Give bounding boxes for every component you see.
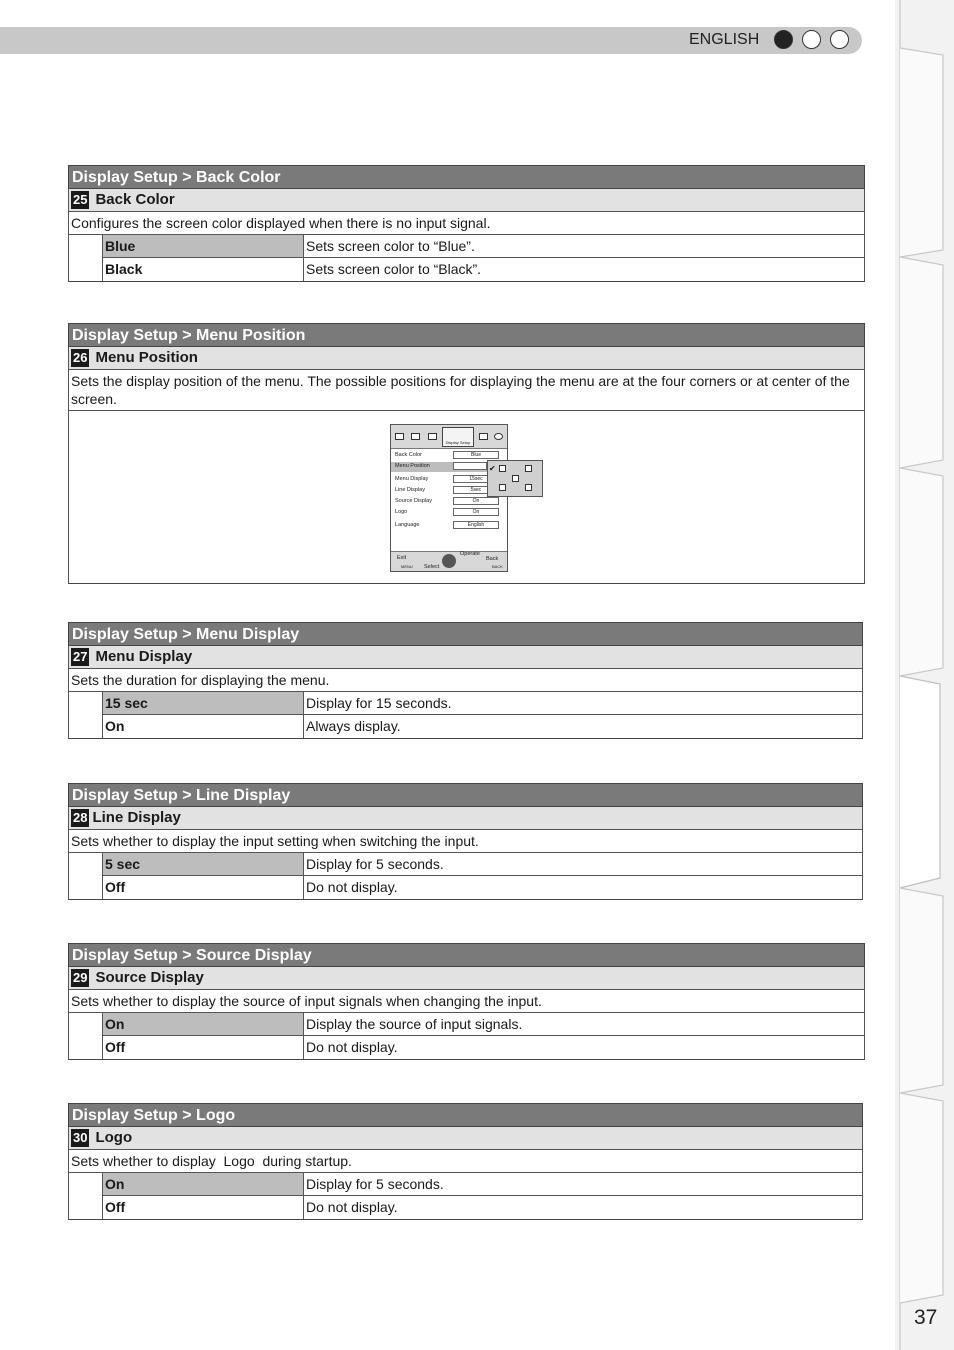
option-description: Display for 5 seconds. (306, 856, 444, 872)
section-description: Sets whether to display the source of input signals when changing the input. (68, 990, 865, 1013)
item-name: Line Display (92, 809, 181, 826)
option-row (102, 1036, 864, 1059)
osd-row-label: Menu Display (395, 476, 429, 482)
option-name: Black (102, 258, 304, 281)
section-logo (68, 1103, 863, 1220)
section-description: Sets whether to display the input setting when switching the input. (68, 830, 863, 853)
option-row (102, 258, 864, 281)
picture-tab-icon (411, 433, 420, 440)
top-left-position-icon (499, 465, 506, 472)
option-row (102, 692, 862, 715)
chapter-tabs (895, 0, 954, 1350)
option-row (102, 1173, 862, 1196)
info-tab-icon (494, 433, 503, 440)
item-number: 28 (73, 810, 88, 825)
section-subtitle (68, 967, 865, 990)
check-mark-icon: ✔ (489, 464, 496, 473)
section-subtitle (68, 347, 865, 370)
option-description: Display the source of input signals. (306, 1016, 523, 1032)
option-row (102, 1013, 864, 1036)
menu-figure (68, 411, 865, 583)
item-number: 27 (73, 649, 88, 664)
option-description: Do not display. (306, 1039, 398, 1055)
option-description: Sets screen color to “Blue”. (306, 238, 475, 254)
page-indicator-dot-1 (774, 30, 793, 49)
section-source-display (68, 943, 865, 1060)
item-number: 29 (73, 970, 88, 985)
page-indicator-dot-2 (802, 30, 821, 49)
option-name: On (102, 715, 304, 738)
center-position-icon (512, 475, 519, 482)
osd-row-label: Source Display (395, 498, 432, 504)
options-table (68, 853, 863, 899)
osd-nav-pad-icon (442, 554, 456, 568)
osd-row-logo (391, 508, 507, 518)
setup-tab-icon (428, 433, 437, 440)
option-name: Off (102, 876, 304, 899)
section-description: Configures the screen color displayed when there is no input signal. (68, 212, 865, 235)
section-title: Display Setup > Menu Position (68, 323, 865, 347)
osd-row-label: Logo (395, 509, 408, 515)
options-table (68, 692, 863, 738)
osd-row-value: On (453, 508, 499, 516)
section-title: Display Setup > Line Display (68, 783, 863, 807)
bottom-right-position-icon (525, 484, 532, 491)
option-name: On (102, 1013, 304, 1035)
option-name: 15 sec (102, 692, 304, 714)
option-description: Sets screen color to “Black”. (306, 261, 482, 277)
item-name: Source Display (95, 969, 204, 986)
item-name: Back Color (95, 191, 175, 208)
options-table (68, 1173, 863, 1219)
input-tab-icon (395, 433, 404, 440)
section-title: Display Setup > Logo (68, 1103, 863, 1127)
option-row (102, 1196, 862, 1219)
option-row (102, 876, 862, 899)
osd-back-label: Back (486, 556, 499, 562)
section-title: Display Setup > Menu Display (68, 622, 863, 646)
section-menu-position (68, 323, 865, 584)
osd-row-value (453, 462, 487, 470)
osd-operate-label: Operate (460, 551, 480, 557)
section-menu-display (68, 622, 863, 739)
section-title: Display Setup > Back Color (68, 165, 865, 189)
options-table (68, 1013, 865, 1059)
bottom-left-position-icon (499, 484, 506, 491)
section-title: Display Setup > Source Display (68, 943, 865, 967)
option-row (102, 235, 864, 258)
item-number: 26 (73, 350, 88, 365)
option-name: 5 sec (102, 853, 304, 875)
option-description: Do not display. (306, 879, 398, 895)
section-line-display (68, 783, 863, 900)
section-subtitle (68, 646, 863, 669)
display-setup-tab: Display Setup (442, 427, 474, 447)
osd-tab-bar (391, 425, 507, 449)
option-row (102, 715, 862, 738)
section-subtitle (68, 807, 863, 830)
language-label: ENGLISH (689, 31, 760, 48)
option-description: Always display. (306, 718, 401, 734)
osd-row-value: 5sec (453, 486, 499, 494)
item-name: Menu Position (95, 349, 198, 366)
item-number: 30 (73, 1130, 88, 1145)
page-number: 37 (914, 1306, 938, 1329)
option-description: Do not display. (306, 1199, 398, 1215)
option-name: Off (102, 1036, 304, 1059)
position-popup (487, 460, 543, 497)
section-description: Sets the duration for displaying the menu. (68, 669, 863, 692)
osd-row-value: English (453, 521, 499, 529)
option-name: Blue (102, 235, 304, 257)
section-description: Sets the display position of the menu. The possible positions for displaying the menu are at the four corners or at center of the screen. (68, 370, 865, 411)
option-row (102, 853, 862, 876)
option-description: Display for 5 seconds. (306, 1176, 444, 1192)
top-right-position-icon (525, 465, 532, 472)
section-subtitle (68, 1127, 863, 1150)
osd-row-label: Language (395, 522, 420, 528)
osd-row-label: Back Color (395, 452, 422, 458)
option-description: Display for 15 seconds. (306, 695, 452, 711)
osd-row-label: Menu Position (395, 463, 430, 469)
osd-menu-key: MENU (401, 564, 413, 569)
osd-row-value: 15sec (453, 475, 499, 483)
options-table (68, 235, 865, 281)
osd-row-source-display (391, 497, 507, 507)
osd-select-label: Select (424, 564, 440, 570)
item-number: 25 (73, 192, 88, 207)
osd-row-value: Blue (453, 451, 499, 459)
section-description: Sets whether to display Logo during startup. (68, 1150, 863, 1173)
osd-row-value: On (453, 497, 499, 505)
settings-tab-icon (479, 433, 488, 440)
item-name: Logo (95, 1129, 133, 1146)
osd-row-language (391, 521, 507, 531)
page-indicator-dot-3 (830, 30, 849, 49)
section-back-color (68, 165, 865, 282)
option-name: Off (102, 1196, 304, 1219)
item-name: Menu Display (95, 648, 193, 665)
osd-row-label: Line Display (395, 487, 425, 493)
osd-exit-label: Exit (397, 555, 407, 561)
osd-footer (391, 551, 507, 571)
osd-back-key: BACK (492, 564, 503, 569)
section-subtitle (68, 189, 865, 212)
osd-menu (390, 424, 508, 572)
option-name: On (102, 1173, 304, 1195)
